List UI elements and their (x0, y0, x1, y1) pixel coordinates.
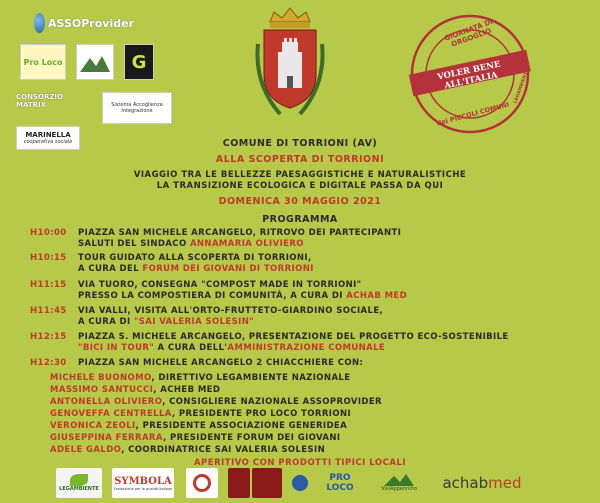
aperitivo-line: APERITIVO CON PRODOTTI TIPICI LOCALI (193, 458, 407, 468)
unpli-logo (290, 468, 310, 498)
viaggio-line2: LA TRANSIZIONE ECOLOGICA E DIGITALE PASSA DA QUI (156, 181, 444, 191)
programma-heading: PROGRAMMA (262, 214, 338, 225)
participant-row: GENOVEFFA CENTRELLA, PRESIDENTE PRO LOCO TORRIONI (50, 409, 352, 419)
program-row: H12:30 PIAZZA SAN MICHELE ARCANGELO 2 CHIACCHIERE CON: (30, 358, 364, 368)
event-date: DOMENICA 30 MAGGIO 2021 (218, 196, 382, 207)
scoperta-title: ALLA SCOPERTA DI TORRIONI (215, 154, 385, 165)
legambiente-logo: LEGAMBIENTE (56, 468, 102, 498)
program-row: H10:00 PIAZZA SAN MICHELE ARCANGELO, RITROVO DEI PARTECIPANTI SALUTI DEL SINDACO ANNAMARIA OLIVIERO (30, 228, 402, 249)
assoprovider-logo: ASSOProvider (34, 12, 134, 34)
viviappennino-logo: ViviAppennino (372, 468, 426, 498)
consorzio-matrix-logo: CONSORZIO MATRIX (16, 93, 63, 109)
circle-logo (186, 468, 218, 498)
mountain-logo (76, 44, 114, 80)
mountain-icon (384, 474, 414, 486)
coat-of-arms (250, 4, 330, 122)
program-row: H12:15 PIAZZA S. MICHELE ARCANGELO, PRESENTAZIONE DEL PROGETTO ECO-SOSTENIBILE "BICI IN TOUR" A CURA DELL'AMMINISTRAZIONE COMUNALE (30, 332, 509, 353)
viaggio-line1: VIAGGIO TRA LE BELLEZZE PAESAGGISTICHE E NATURALISTICHE (133, 170, 467, 180)
unpli-icon (292, 475, 308, 491)
legambiente-stamp: GIORNATA DI ORGOGLIO VOLER BENE ALL'ITALIA dei PICCOLI COMUNI LEGAMBIENTE (408, 12, 532, 136)
symbola-logo: SYMBOLA Fondazione per le qualità italiane (112, 468, 174, 498)
globe-icon (34, 13, 45, 33)
program-row: H11:45 VIA VALLI, VISITA ALL'ORTO-FRUTTETO-GIARDINO SOCIALE, A CURA DI "SAI VALERIA SOLESIN" (30, 306, 384, 327)
comune-title: COMUNE DI TORRIONI (AV) (222, 138, 378, 149)
participant-row: MICHELE BUONOMO, DIRETTIVO LEGAMBIENTE NAZIONALE (50, 373, 351, 383)
participant-row: ANTONELLA OLIVIERO, CONSIGLIERE NAZIONALE ASSOPROVIDER (50, 397, 382, 407)
g-logo: G (124, 44, 154, 80)
program-row: H10:15 TOUR GUIDATO ALLA SCOPERTA DI TORRIONI, A CURA DEL FORUM DEI GIOVANI DI TORRIONI (30, 253, 314, 274)
marinella-logo: MARINELLA cooperativa sociale (16, 126, 80, 150)
program-row: H11:15 VIA TUORO, CONSEGNA "COMPOST MADE IN TORRIONI" PRESSO LA COMPOSTIERA DI COMUNITÀ, A CURA DI ACHAB MED (30, 280, 408, 301)
participant-row: MASSIMO SANTUCCI, ACHEB MED (50, 385, 221, 395)
proloco-footer-logo: PRO LOCO (326, 473, 354, 493)
proloco-logo: Pro Loco (20, 44, 66, 80)
participant-row: VERONICA ZEOLI, PRESIDENTE ASSOCIAZIONE GENERIDEA (50, 421, 348, 431)
participant-row: GIUSEPPINA FERRARA, PRESIDENTE FORUM DEI GIOVANI (50, 433, 341, 443)
participant-row: ADELE GALDO, COORDINATRICE SAI VALERIA SOLESIN (50, 445, 326, 455)
borghi-logo (228, 468, 250, 498)
sai-logo: Sistema Accoglienza Integrazione (102, 92, 172, 124)
achab-med-logo: achab med (442, 474, 522, 492)
ring-icon (193, 474, 211, 492)
leaf-icon (70, 474, 88, 486)
borghi-text-logo (252, 468, 282, 498)
